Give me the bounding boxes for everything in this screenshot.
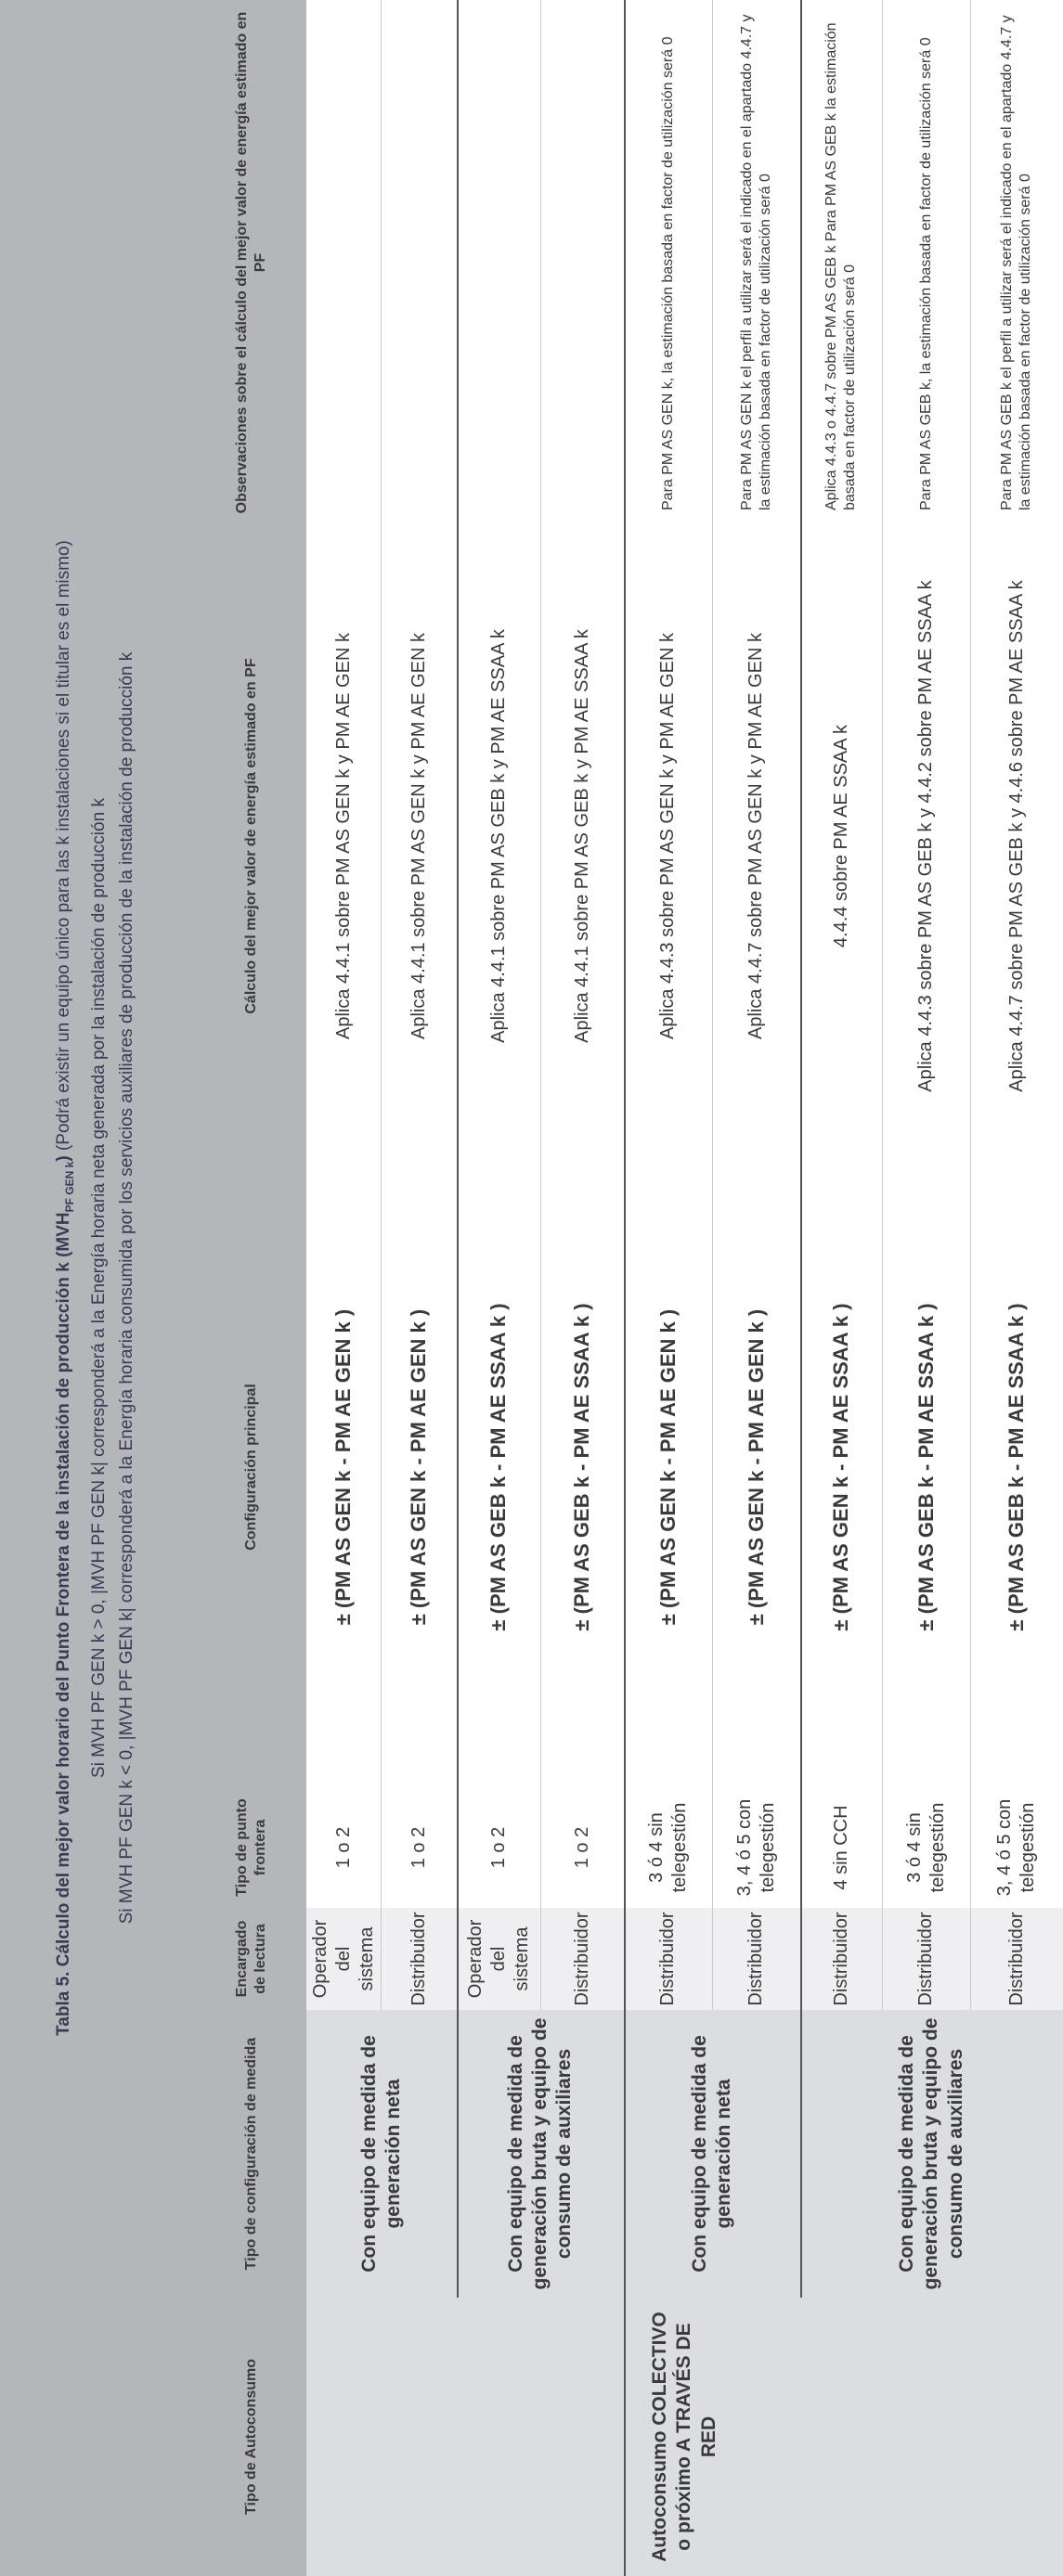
frontera-cell: 4 sin CCH [830, 1805, 851, 1890]
obs-cell [457, 0, 540, 525]
config-cell: ± (PM AS GEN k - PM AE GEN k ) [744, 1308, 768, 1626]
config-cell: ± (PM AS GEN k - PM AE GEN k ) [407, 1308, 431, 1626]
header-config-medida: Tipo de configuración de medida [197, 2010, 306, 2298]
group-generacion-bruta-1: Con equipo de medida de generación bruta y equipo de consumo de auxiliares [457, 2010, 624, 2298]
frontera-cell: 1 o 2 [571, 1826, 592, 1869]
row-divider [712, 0, 713, 2010]
frontera-cell: 3, 4 ó 5 con telegestión [994, 1798, 1038, 1897]
config-cell: ± (PM AS GEB k - PM AE SSAA k ) [914, 1303, 938, 1631]
encargado-cell: Operador del sistema [306, 1908, 381, 2010]
calculo-cell: Aplica 4.4.3 sobre PM AS GEN k y PM AE GEN k [657, 633, 678, 1039]
row-divider [381, 0, 382, 2010]
obs-cell [381, 0, 457, 525]
calculo-cell: Aplica 4.4.1 sobre PM AS GEB k y PM AE SSAA k [571, 629, 592, 1043]
frontera-cell: 3 ó 4 sin telegestión [903, 1802, 948, 1893]
encargado-cell: Distribuidor [882, 1908, 970, 2010]
encargado-cell: Operador del sistema [457, 1908, 540, 2010]
frontera-cell: 1 o 2 [408, 1826, 429, 1869]
header-observaciones: Observaciones sobre el cálculo del mejor valor de energía estimado en PF [197, 0, 306, 525]
row-divider [970, 0, 971, 2010]
config-cell: ± (PM AS GEN k - PM AE GEN k ) [655, 1308, 680, 1626]
row-divider [540, 0, 541, 2010]
obs-cell [540, 0, 624, 525]
obs-cell [306, 0, 381, 525]
header-encargado: Encargado de lectura [197, 1908, 306, 2010]
calculo-cell: Aplica 4.4.1 sobre PM AS GEN k y PM AE GEN k [332, 633, 354, 1039]
group-autoconsumo-colectivo: Autoconsumo COLECTIVO o próximo A TRAVÉS DE RED [306, 2298, 1063, 2576]
obs-cell: Para PM AS GEB k el perfil a utilizar será el indicado en el apartado 4.4.7 y la estimación basada en factor de utilización será 0 [999, 15, 1033, 510]
encargado-cell: Distribuidor [970, 1908, 1063, 2010]
encargado-cell: Distribuidor [712, 1908, 800, 2010]
config-cell: ± (PM AS GEB k - PM AE SSAA k ) [486, 1303, 511, 1631]
table-caption [0, 0, 197, 2576]
calculo-cell: Aplica 4.4.3 sobre PM AS GEB k y 4.4.2 sobre PM AE SSAA k [915, 580, 936, 1092]
encargado-cell: Distribuidor [624, 1908, 712, 2010]
group-divider [457, 0, 459, 2298]
frontera-cell: 3, 4 ó 5 con telegestión [733, 1798, 778, 1897]
group-generacion-neta-2: Con equipo de medida de generación neta [624, 2010, 800, 2298]
row-divider [882, 0, 883, 2010]
calculo-cell: 4.4.4 sobre PM AE SSAA k [830, 724, 851, 948]
encargado-cell: Distribuidor [540, 1908, 624, 2010]
group-generacion-neta-1: Con equipo de medida de generación neta [306, 2010, 457, 2298]
header-punto-frontera: Tipo de punto frontera [197, 1787, 306, 1908]
frontera-cell: 1 o 2 [332, 1826, 354, 1869]
calculo-cell: Aplica 4.4.7 sobre PM AS GEB k y 4.4.6 sobre PM AE SSAA k [1005, 580, 1027, 1092]
caption-line-positive: Si MVH PF GEN k > 0, |MVH PF GEN k| corresponderá a la Energía horaria neta generada por la instalación de producción k [89, 798, 109, 1778]
config-cell: ± (PM AS GEB k - PM AE SSAA k ) [1005, 1303, 1029, 1631]
frontera-cell: 3 ó 4 sin telegestión [645, 1802, 690, 1893]
frontera-cell: 1 o 2 [487, 1826, 509, 1869]
config-cell: ± (PM AS GEN k - PM AE SSAA k ) [829, 1303, 853, 1631]
obs-cell: Para PM AS GEB k, la estimación basada en factor de utilización será 0 [917, 37, 934, 510]
obs-cell: Aplica 4.4.3 o 4.4.7 sobre PM AS GEB k Para PM AS GEB k la estimación basada en factor de utilización será 0 [823, 22, 858, 510]
encargado-cell: Distribuidor [381, 1908, 457, 2010]
obs-cell: Para PM AS GEN k, la estimación basada en factor de utilización será 0 [659, 36, 676, 510]
group-divider [800, 0, 802, 2298]
calculo-cell: Aplica 4.4.7 sobre PM AS GEN k y PM AE GEN k [745, 633, 766, 1039]
calculo-cell: Aplica 4.4.1 sobre PM AS GEB k y PM AE SSAA k [487, 629, 509, 1043]
encargado-cell: Distribuidor [800, 1908, 882, 2010]
config-cell: ± (PM AS GEN k - PM AE GEN k ) [331, 1308, 356, 1626]
group-generacion-bruta-2: Con equipo de medida de generación bruta y equipo de consumo de auxiliares [800, 2010, 1063, 2298]
group-divider [624, 0, 626, 2576]
calculation-table [197, 0, 1063, 2576]
caption-title: Tabla 5. Cálculo del mejor valor horario del Punto Frontera de la instalación de producción k $(MVH_{PF GEN k})$ (Podrá existir un equipo único para las k instalaciones si el titular es el mismo) [54, 540, 76, 2036]
header-calculo: Cálculo del mejor valor de energía estimado en PF [197, 525, 306, 1147]
obs-cell: Para PM AS GEN k el perfil a utilizar será el indicado en el apartado 4.4.7 y la estimación basada en factor de utilización será 0 [738, 14, 773, 510]
header-autoconsumo: Tipo de Autoconsumo [197, 2298, 306, 2576]
config-cell: ± (PM AS GEB k - PM AE SSAA k ) [570, 1303, 594, 1631]
header-config-principal: Configuración principal [197, 1147, 306, 1787]
caption-line-negative: Si MVH PF GEN k < 0, |MVH PF GEN k| corresponderá a la Energía horaria consumida por los servicios auxiliares de producción de la instalación de producción k [117, 651, 136, 1925]
calculo-cell: Aplica 4.4.1 sobre PM AS GEN k y PM AE GEN k [408, 633, 429, 1039]
